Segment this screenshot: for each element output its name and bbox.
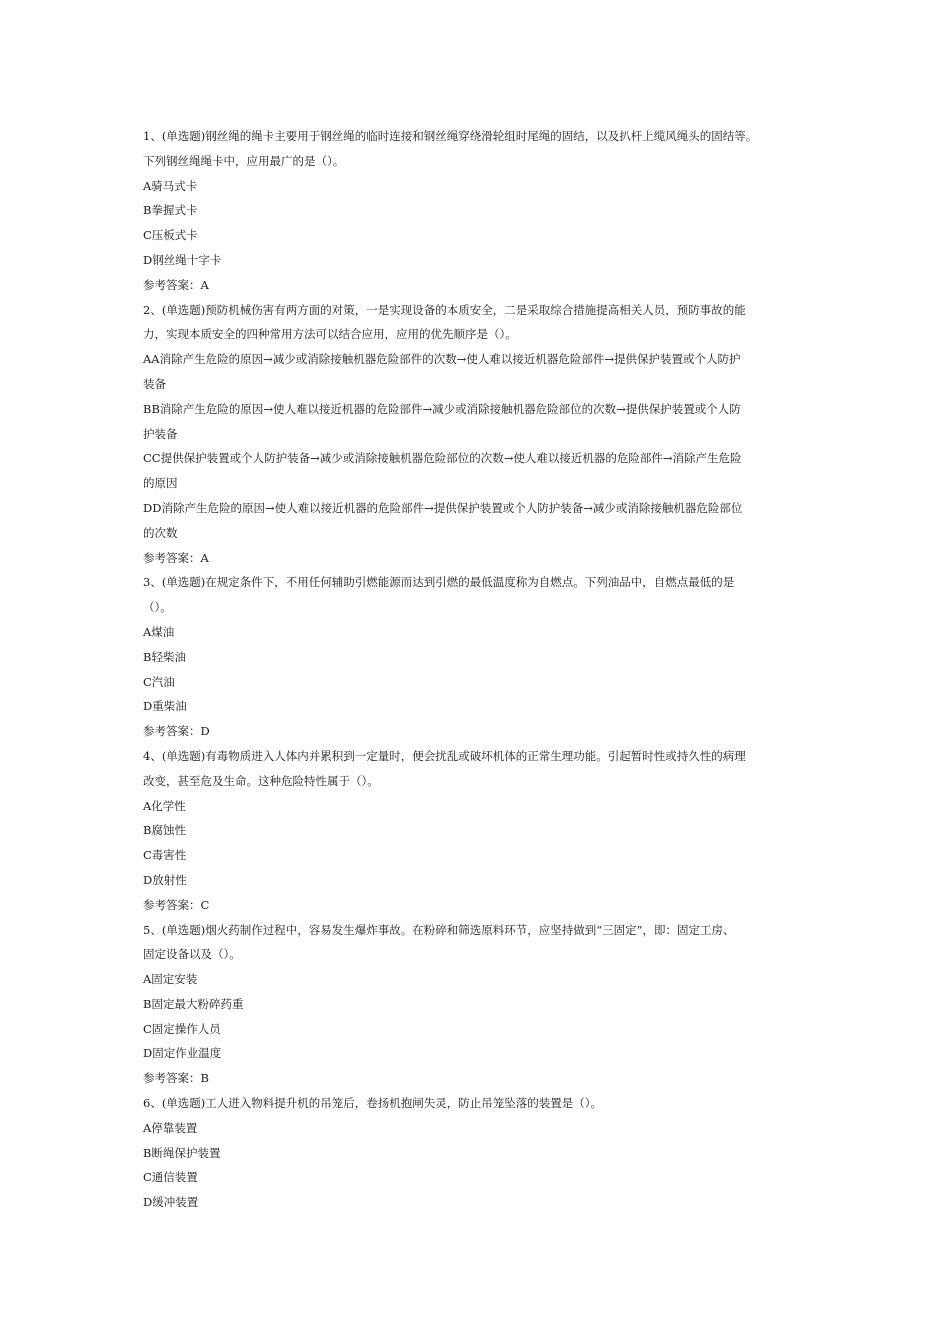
option-d: D钢丝绳十字卡 [143,252,222,267]
question-6 [143,1091,815,1215]
option-a: AA消除产生危险的原因→减少或消除接触机器危险部件的次数→使人难以接近机器危险部件→提供保护装置或个人防护 [143,352,741,367]
option-d: D放射性 [143,872,187,887]
option-a: A化学性 [143,798,186,813]
answer-line: 参考答案：A [143,277,209,292]
option-b-continued: 护装备 [143,426,178,441]
question-3 [143,570,815,744]
option-d-continued: 的次数 [143,525,178,540]
question-stem-line: 4、(单选题)有毒物质进入人体内并累积到一定量时，便会扰乱或破坏机体的正常生理功能。引起暂时性或持久性的病理 [143,748,746,763]
answer-line: 参考答案：B [143,1071,209,1086]
option-c-continued: 的原因 [143,476,178,491]
option-a: A煤油 [143,624,175,639]
question-stem-line: 6、(单选题)工人进入物料提升机的吊笼后，卷扬机抱闸失灵，防止吊笼坠落的装置是（）。 [143,1096,603,1111]
option-a: A固定安装 [143,972,198,987]
option-b: B断绳保护装置 [143,1145,221,1160]
option-b: BB消除产生危险的原因→使人难以接近机器的危险部件→减少或消除接触机器危险部位的次数→提供保护装置或个人防 [143,401,741,416]
question-4 [143,744,815,918]
question-stem-line: 5、(单选题)烟火药制作过程中，容易发生爆炸事故。在粉碎和筛选原料环节，应坚持做到“三固定”，即：固定工房、 [143,922,735,937]
option-d: D缓冲装置 [143,1195,199,1210]
option-a: A骑马式卡 [143,178,198,193]
answer-line: 参考答案：D [143,724,210,739]
question-list [143,124,815,1215]
answer-line: 参考答案：C [143,897,210,912]
question-5 [143,918,815,1092]
option-a-continued: 装备 [143,376,166,391]
option-d: D固定作业温度 [143,1046,222,1061]
question-stem-line: 2、(单选题)预防机械伤害有两方面的对策，一是实现设备的本质安全，二是采取综合措施提高相关人员，预防事故的能 [143,302,746,317]
option-a: A停靠装置 [143,1120,198,1135]
question-2 [143,298,815,571]
question-stem-line: 下列钢丝绳绳卡中，应用最广的是（）。 [143,153,345,168]
option-c: C通信装置 [143,1170,198,1185]
answer-line: 参考答案：A [143,550,209,565]
option-d: DD消除产生危险的原因→使人难以接近机器的危险部件→提供保护装置或个人防护装备→减少或消除接触机器危险部位 [143,500,743,515]
question-stem-line: 改变，甚至危及生命。这种危险特性属于（）。 [143,773,379,788]
question-stem-line: （）。 [143,600,172,615]
option-b: B拳握式卡 [143,203,198,218]
question-1 [143,124,815,298]
option-b: B轻柴油 [143,649,186,664]
option-b: B腐蚀性 [143,823,186,838]
option-c: CC提供保护装置或个人防护装备→减少或消除接触机器危险部位的次数→使人难以接近机器的危险部件→消除产生危险 [143,451,742,466]
question-stem-line: 1、(单选题)钢丝绳的绳卡主要用于钢丝绳的临时连接和钢丝绳穿绕滑轮组时尾绳的固结，以及扒杆上缆风绳头的固结等。 [143,129,758,143]
option-c: C固定操作人员 [143,1021,221,1036]
question-stem-line: 3、(单选题)在规定条件下，不用任何辅助引燃能源而达到引燃的最低温度称为自燃点。下列油品中，自燃点最低的是 [143,575,735,590]
option-b: B固定最大粉碎药重 [143,996,244,1011]
option-c: C压板式卡 [143,228,198,243]
option-c: C毒害性 [143,848,187,863]
question-stem-line: 力，实现本质安全的四种常用方法可以结合应用，应用的优先顺序是（）。 [143,327,517,342]
option-c: C汽油 [143,674,175,689]
option-d: D重柴油 [143,699,187,714]
question-stem-line: 固定设备以及（）。 [143,947,241,962]
